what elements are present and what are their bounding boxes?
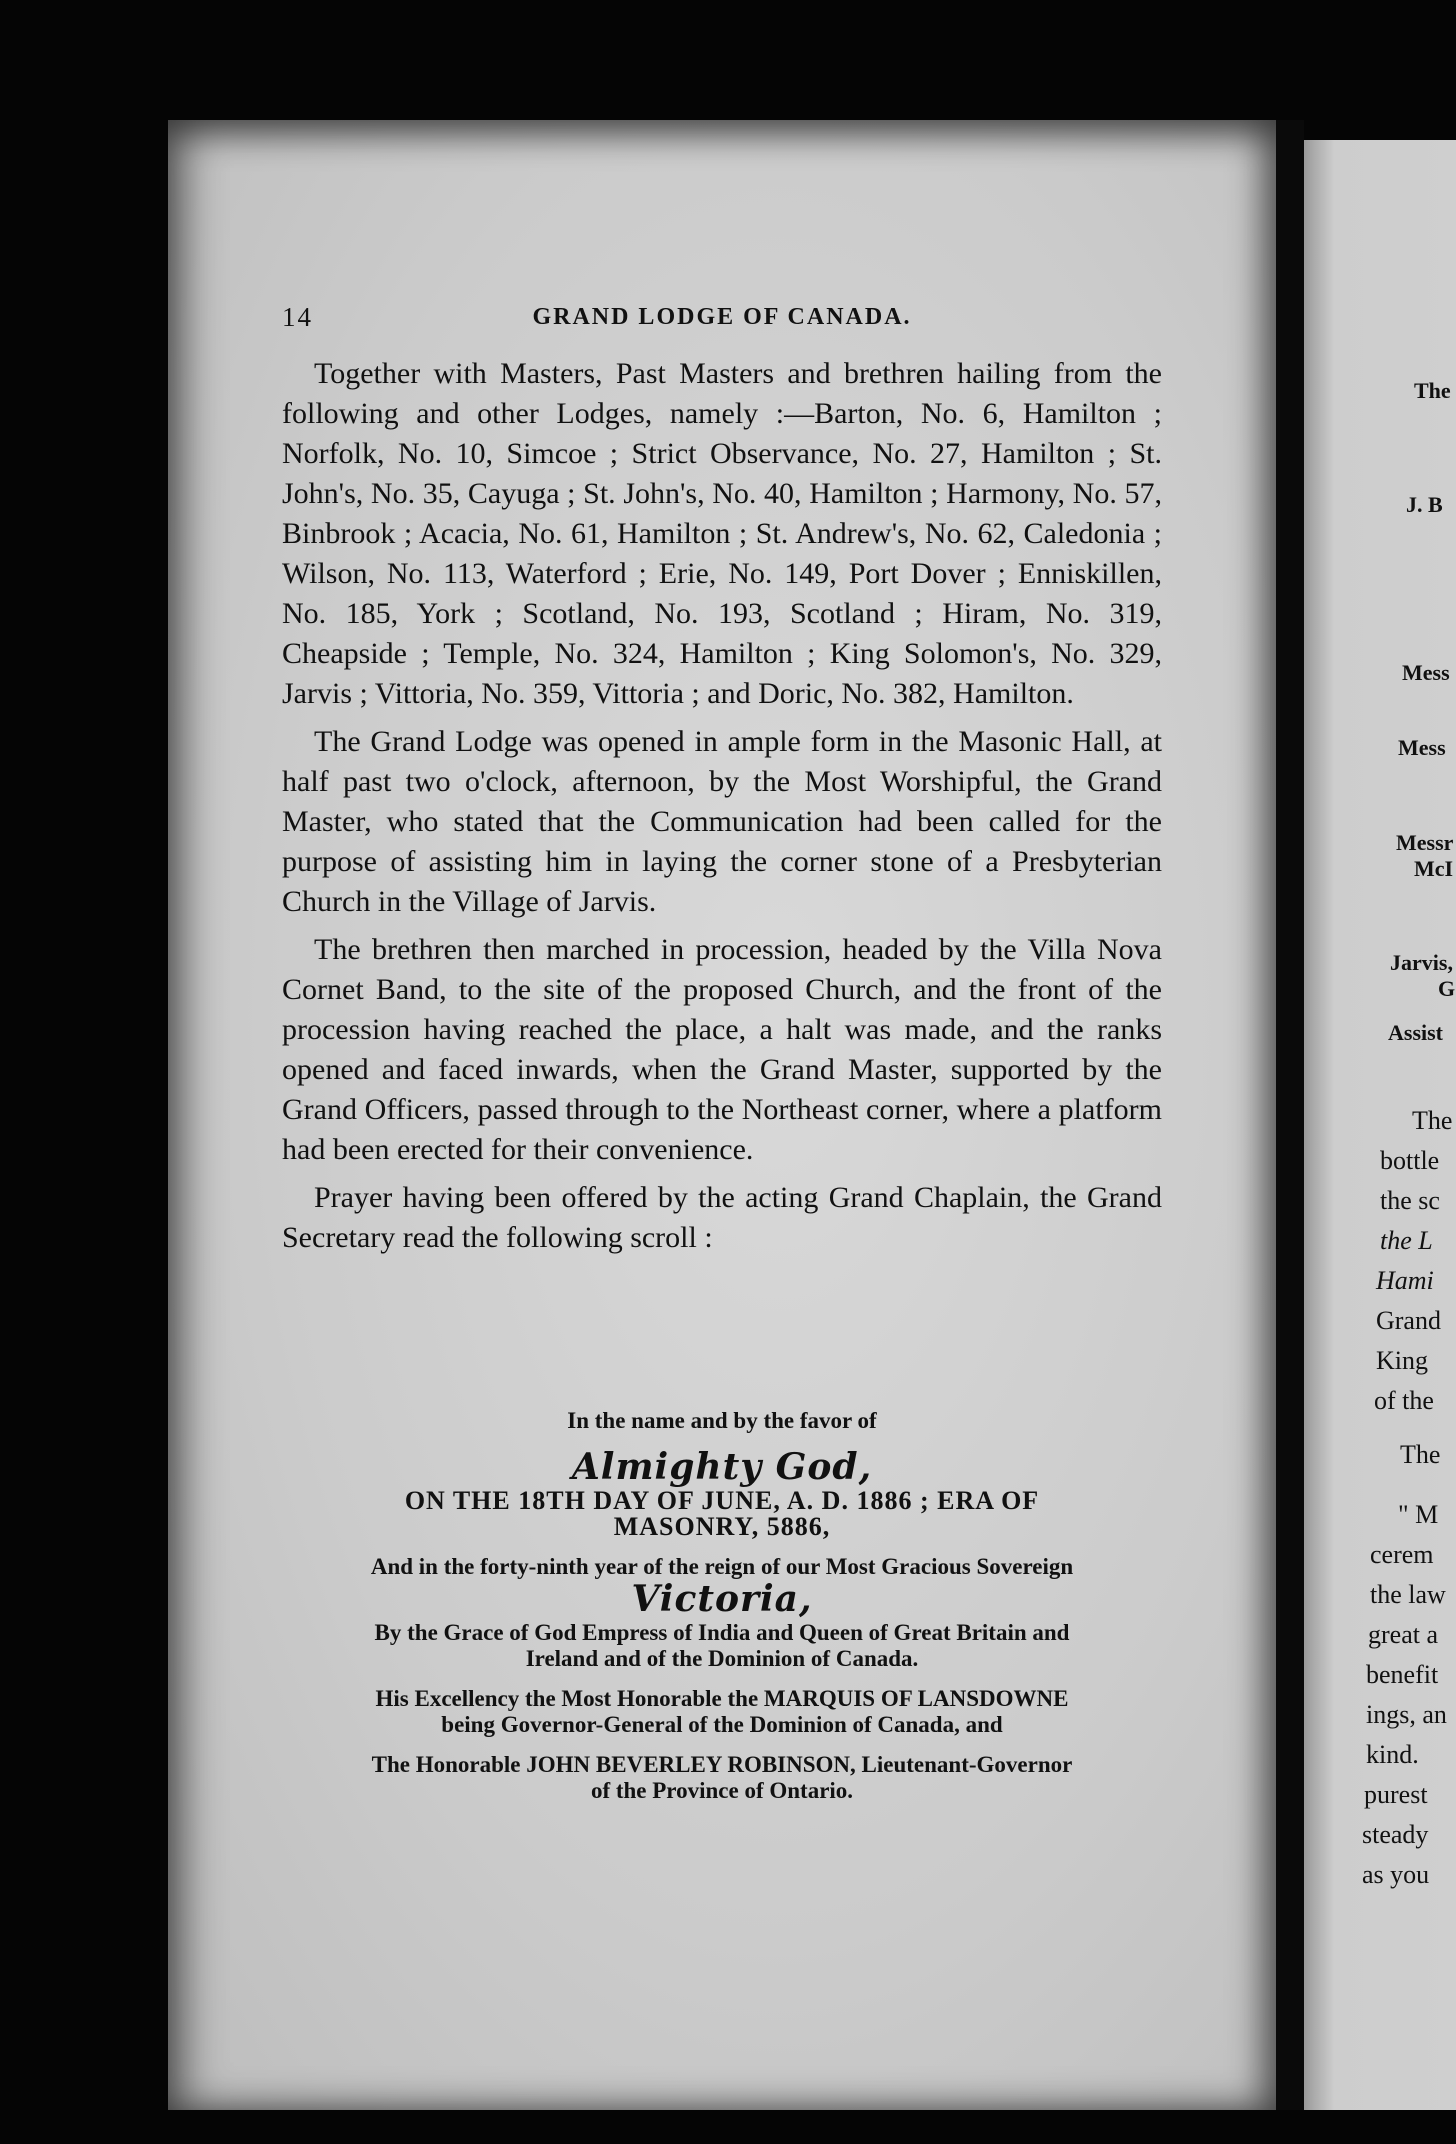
page-number: 14 <box>282 302 313 332</box>
right-fragment: Grand <box>1376 1306 1441 1335</box>
scroll-text <box>282 1408 1162 1804</box>
right-fragment: G <box>1438 976 1456 1001</box>
right-fragment: Messr <box>1396 830 1454 855</box>
right-fragment: The <box>1400 1440 1441 1469</box>
right-fragment: benefit <box>1366 1660 1439 1689</box>
right-fragment: the L <box>1380 1226 1433 1255</box>
right-fragment: Assist <box>1388 1020 1444 1045</box>
right-fragment: as you <box>1362 1860 1430 1889</box>
paragraph-opening: The Grand Lodge was opened in ample form in the Masonic Hall, at half past two o'clock, afternoon, by the Most Worshipful, the Grand Master, who stated that the Communication had been called for the purpose of assisting him in laying the corner stone of a Presbyterian Church in the Village of Jarvis. <box>282 725 1162 918</box>
scroll-governor-line2: being Governor-General of the Dominion of Canada, and <box>441 1712 1003 1737</box>
right-fragment: " M <box>1398 1500 1439 1529</box>
right-fragment: J. B <box>1406 492 1443 517</box>
header-title: GRAND LODGE OF CANADA. <box>532 304 912 330</box>
right-fragment: Mess <box>1398 735 1446 760</box>
right-fragment: McI <box>1414 856 1454 881</box>
right-fragment: the law <box>1370 1580 1446 1609</box>
scroll-lieutenant-line1: The Honorable JOHN BEVERLEY ROBINSON, Lieutenant-Governor <box>371 1752 1073 1777</box>
paragraph-lodges: Together with Masters, Past Masters and brethren hailing from the following and other Lodges, namely :—Barton, No. 6, Hamilton ; Norfolk, No. 10, Simcoe ; Strict Observance, No. 27, Hamilton ; St. John's, No. 35, Cayuga ; St. John's, No. 40, Hamilton ; Harmony, No. 57, Binbrook ; Acacia, No. 61, Hamilton ; St. Andrew's, No. 62, Caledonia ; Wilson, No. 113, Waterford ; Erie, No. 149, Port Dover ; Enniskillen, No. 185, York ; Scotland, No. 193, Scotland ; Hiram, No. 319, Cheapside ; Temple, No. 324, Hamilton ; King Solomon's, No. 329, Jarvis ; Vittoria, No. 359, Vittoria ; and Doric, No. 382, Hamilton. <box>282 357 1162 710</box>
scroll-governor-line1: His Excellency the Most Honorable the MARQUIS OF LANSDOWNE <box>375 1686 1069 1711</box>
right-fragment: of the <box>1374 1386 1434 1415</box>
right-fragment: steady <box>1362 1820 1429 1849</box>
right-fragment: bottle <box>1380 1146 1440 1175</box>
right-fragment: Jarvis, <box>1390 950 1453 975</box>
right-fragment: Mess <box>1402 660 1450 685</box>
scroll-date-line1: ON THE 18TH DAY OF JUNE, A. D. 1886 ; ERA OF <box>404 1486 1040 1515</box>
paragraph-prayer: Prayer having been offered by the acting Grand Chaplain, the Grand Secretary read the following scroll : <box>282 1181 1162 1254</box>
right-fragment: kind. <box>1366 1740 1419 1769</box>
right-fragment: The <box>1412 1106 1453 1135</box>
left-page <box>168 120 1276 2110</box>
body-text <box>282 354 1162 1266</box>
right-page-fragment <box>1304 140 1456 2110</box>
scroll-intro: In the name and by the favor of <box>567 1408 877 1433</box>
scroll-almighty: Almighty God, <box>571 1446 873 1488</box>
right-fragment: ings, an <box>1366 1700 1447 1729</box>
right-fragment: King <box>1376 1346 1428 1375</box>
scroll-lieutenant-line2: of the Province of Ontario. <box>590 1778 854 1803</box>
right-fragment: Hami <box>1376 1266 1434 1295</box>
paragraph-procession: The brethren then marched in procession, headed by the Villa Nova Cornet Band, to the site of the proposed Church, and the front of the procession having reached the place, a halt was made, and the ranks opened and faced inwards, when the Grand Master, supported by the Grand Officers, passed through to the Northeast corner, where a platform had been erected for their convenience. <box>282 933 1162 1166</box>
scroll-grace-line2: Ireland and of the Dominion of Canada. <box>525 1646 919 1671</box>
right-fragment: The <box>1414 378 1451 403</box>
right-fragment: great a <box>1368 1620 1439 1649</box>
right-fragment: cerem <box>1370 1540 1434 1569</box>
scroll-grace-line1: By the Grace of God Empress of India and Queen of Great Britain and <box>374 1620 1070 1645</box>
right-fragment: the sc <box>1380 1186 1440 1215</box>
scroll-victoria: Victoria, <box>631 1578 813 1620</box>
right-fragment: purest <box>1364 1780 1428 1809</box>
scroll-date-line2: MASONRY, 5886, <box>613 1512 831 1541</box>
book-gutter <box>1276 120 1304 2110</box>
scroll-reign: And in the forty-ninth year of the reign of our Most Gracious Sovereign <box>370 1554 1074 1579</box>
